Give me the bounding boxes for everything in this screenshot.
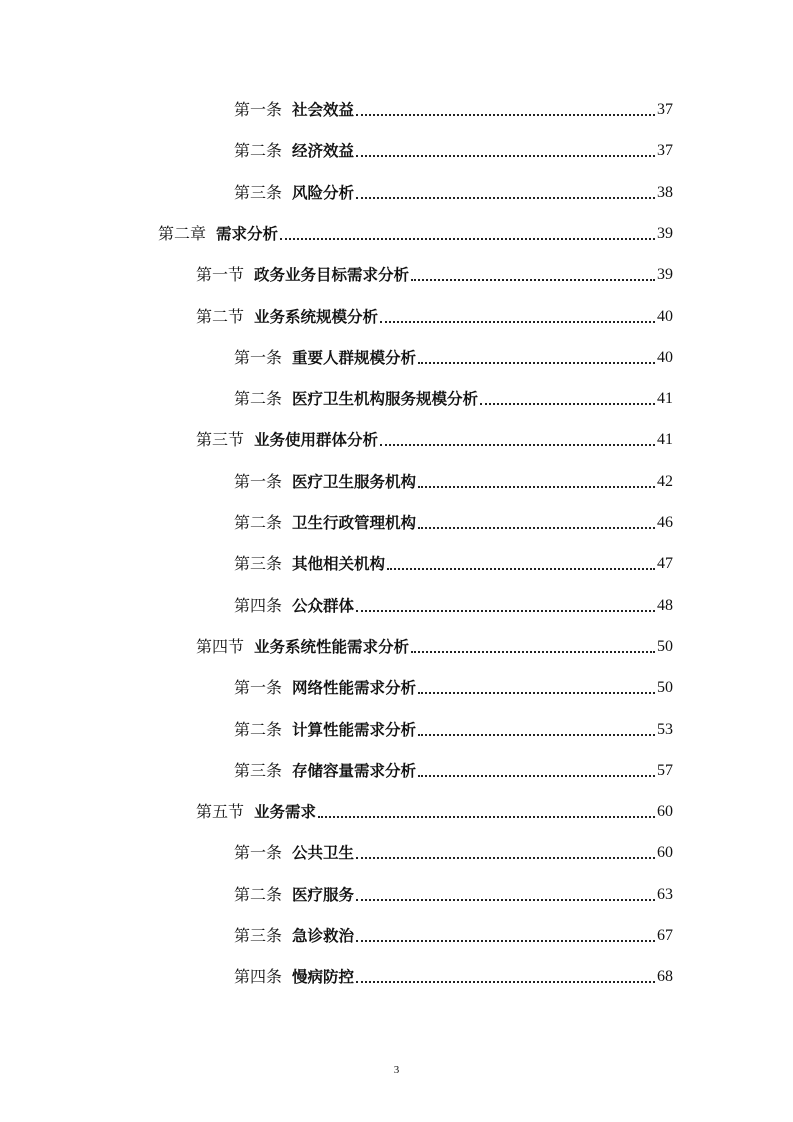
toc-entry-page: 40 <box>657 348 673 366</box>
toc-entry-title: 慢病防控 <box>292 968 355 987</box>
toc-dot-leader <box>418 523 655 529</box>
toc-dot-leader <box>280 234 655 240</box>
toc-dot-leader <box>387 564 655 570</box>
toc-entry-page: 68 <box>657 968 673 986</box>
toc-dot-leader <box>356 895 655 901</box>
toc-entry-page: 42 <box>657 472 673 490</box>
toc-dot-leader <box>356 193 655 199</box>
toc-dot-leader <box>356 977 655 983</box>
toc-entry-number: 第一条 <box>234 347 283 367</box>
toc-entry-page: 50 <box>657 637 673 655</box>
toc-entry-number: 第二条 <box>234 141 283 161</box>
toc-entry-page: 50 <box>657 679 673 697</box>
toc-entry-title: 公众群体 <box>292 596 355 615</box>
toc-entry-number: 第三条 <box>234 760 283 780</box>
toc-entry-number: 第三条 <box>234 926 283 945</box>
toc-entry-page: 48 <box>657 596 673 614</box>
toc-entry-number: 第一条 <box>234 843 283 863</box>
toc-entry-page: 67 <box>657 927 673 944</box>
toc-entry-page: 53 <box>657 720 673 738</box>
toc-dot-leader <box>411 647 655 653</box>
toc-entry-number: 第四节 <box>196 636 245 656</box>
toc-entry-number: 第二节 <box>196 306 245 326</box>
toc-entry-page: 39 <box>657 224 673 242</box>
toc-entry-title: 业务需求 <box>254 803 317 822</box>
toc-entry[interactable] <box>234 338 673 368</box>
toc-entry-page: 57 <box>657 761 673 779</box>
toc-entry[interactable] <box>234 586 673 616</box>
toc-entry-title: 医疗卫生机构服务规模分析 <box>292 390 479 409</box>
toc-entry-number: 第二条 <box>234 719 283 739</box>
toc-entry[interactable] <box>234 379 673 409</box>
toc-dot-leader <box>356 151 655 157</box>
toc-entry[interactable] <box>196 255 673 285</box>
toc-entry-title: 医疗卫生服务机构 <box>292 472 417 491</box>
toc-dot-leader <box>356 936 655 942</box>
toc-dot-leader <box>418 771 655 777</box>
toc-entry-page: 60 <box>657 803 673 821</box>
toc-entry-title: 业务系统性能需求分析 <box>254 637 410 656</box>
toc-entry-page: 38 <box>657 183 673 201</box>
toc-entry-title: 计算性能需求分析 <box>292 720 417 739</box>
toc-dot-leader <box>318 812 655 818</box>
toc-entry[interactable] <box>234 916 673 946</box>
toc-entry[interactable] <box>234 957 673 987</box>
toc-dot-leader <box>411 275 655 281</box>
toc-entry[interactable] <box>196 420 673 450</box>
toc-entry-page: 41 <box>657 390 673 408</box>
toc-entry-title: 需求分析 <box>216 224 279 243</box>
toc-entry-number: 第三条 <box>234 182 283 202</box>
toc-dot-leader <box>418 358 655 364</box>
toc-entry[interactable] <box>158 214 673 244</box>
toc-entry-title: 医疗服务 <box>292 885 355 904</box>
toc-dot-leader <box>418 482 655 488</box>
toc-entry-page: 39 <box>657 266 673 284</box>
toc-entry[interactable] <box>196 297 673 327</box>
toc-entry-number: 第一条 <box>234 471 283 491</box>
toc-entry-number: 第一条 <box>234 678 283 698</box>
toc-entry-number: 第二条 <box>234 389 283 409</box>
toc-entry-page: 40 <box>657 307 673 325</box>
page-number: 3 <box>393 1064 400 1076</box>
toc-entry-page: 46 <box>657 514 673 531</box>
toc-dot-leader <box>356 853 655 859</box>
toc-entry-number: 第五节 <box>196 802 245 822</box>
toc-entry[interactable] <box>234 833 673 863</box>
toc-entry-title: 急诊救治 <box>292 927 355 945</box>
toc-entry-number: 第二条 <box>234 513 283 532</box>
toc-entry-number: 第一节 <box>196 265 245 285</box>
toc-entry-number: 第四条 <box>234 967 283 987</box>
toc-entry-title: 经济效益 <box>292 142 355 161</box>
toc-entry-title: 业务系统规模分析 <box>254 307 379 326</box>
toc-entry[interactable] <box>234 710 673 740</box>
toc-entry-page: 37 <box>657 101 673 118</box>
toc-entry-title: 存储容量需求分析 <box>292 761 417 780</box>
toc-entry-title: 政务业务目标需求分析 <box>254 266 410 285</box>
toc-entry-number: 第一条 <box>234 100 283 119</box>
toc-entry[interactable] <box>234 544 673 574</box>
toc-entry-page: 47 <box>657 555 673 573</box>
toc-entry-page: 60 <box>657 844 673 862</box>
toc-entry[interactable] <box>234 173 673 203</box>
toc-entry-title: 公共卫生 <box>292 844 355 863</box>
toc-entry[interactable] <box>196 792 673 822</box>
toc-entry[interactable] <box>234 90 673 120</box>
toc-entry-title: 风险分析 <box>292 183 355 202</box>
toc-entry-number: 第四条 <box>234 595 283 615</box>
toc-entry-title: 卫生行政管理机构 <box>292 514 417 532</box>
toc-entry-number: 第二章 <box>158 223 207 243</box>
toc-dot-leader <box>356 110 655 116</box>
toc-entry[interactable] <box>234 503 673 533</box>
toc-dot-leader <box>380 440 655 446</box>
toc-dot-leader <box>356 606 655 612</box>
toc-entry[interactable] <box>196 627 673 657</box>
toc-dot-leader <box>418 688 655 694</box>
toc-entry-title: 业务使用群体分析 <box>254 431 379 450</box>
toc-dot-leader <box>480 399 655 405</box>
toc-entry-number: 第二条 <box>234 884 283 904</box>
toc-dot-leader <box>418 730 655 736</box>
toc-entry[interactable] <box>234 668 673 698</box>
toc-entry[interactable] <box>234 462 673 492</box>
toc-entry[interactable] <box>234 875 673 905</box>
toc-entry-page: 37 <box>657 142 673 160</box>
toc-entry-title: 重要人群规模分析 <box>292 348 417 367</box>
toc-entry-number: 第三条 <box>234 554 283 574</box>
toc-entry[interactable] <box>234 131 673 161</box>
toc-entry-page: 63 <box>657 885 673 903</box>
toc-entry-title: 网络性能需求分析 <box>292 679 417 698</box>
toc-entry-title: 社会效益 <box>292 101 355 119</box>
toc-dot-leader <box>380 317 655 323</box>
toc-entry-title: 其他相关机构 <box>292 555 386 574</box>
toc-entry[interactable] <box>234 751 673 781</box>
toc-entry-page: 41 <box>657 431 673 449</box>
toc-entry-number: 第三节 <box>196 430 245 450</box>
